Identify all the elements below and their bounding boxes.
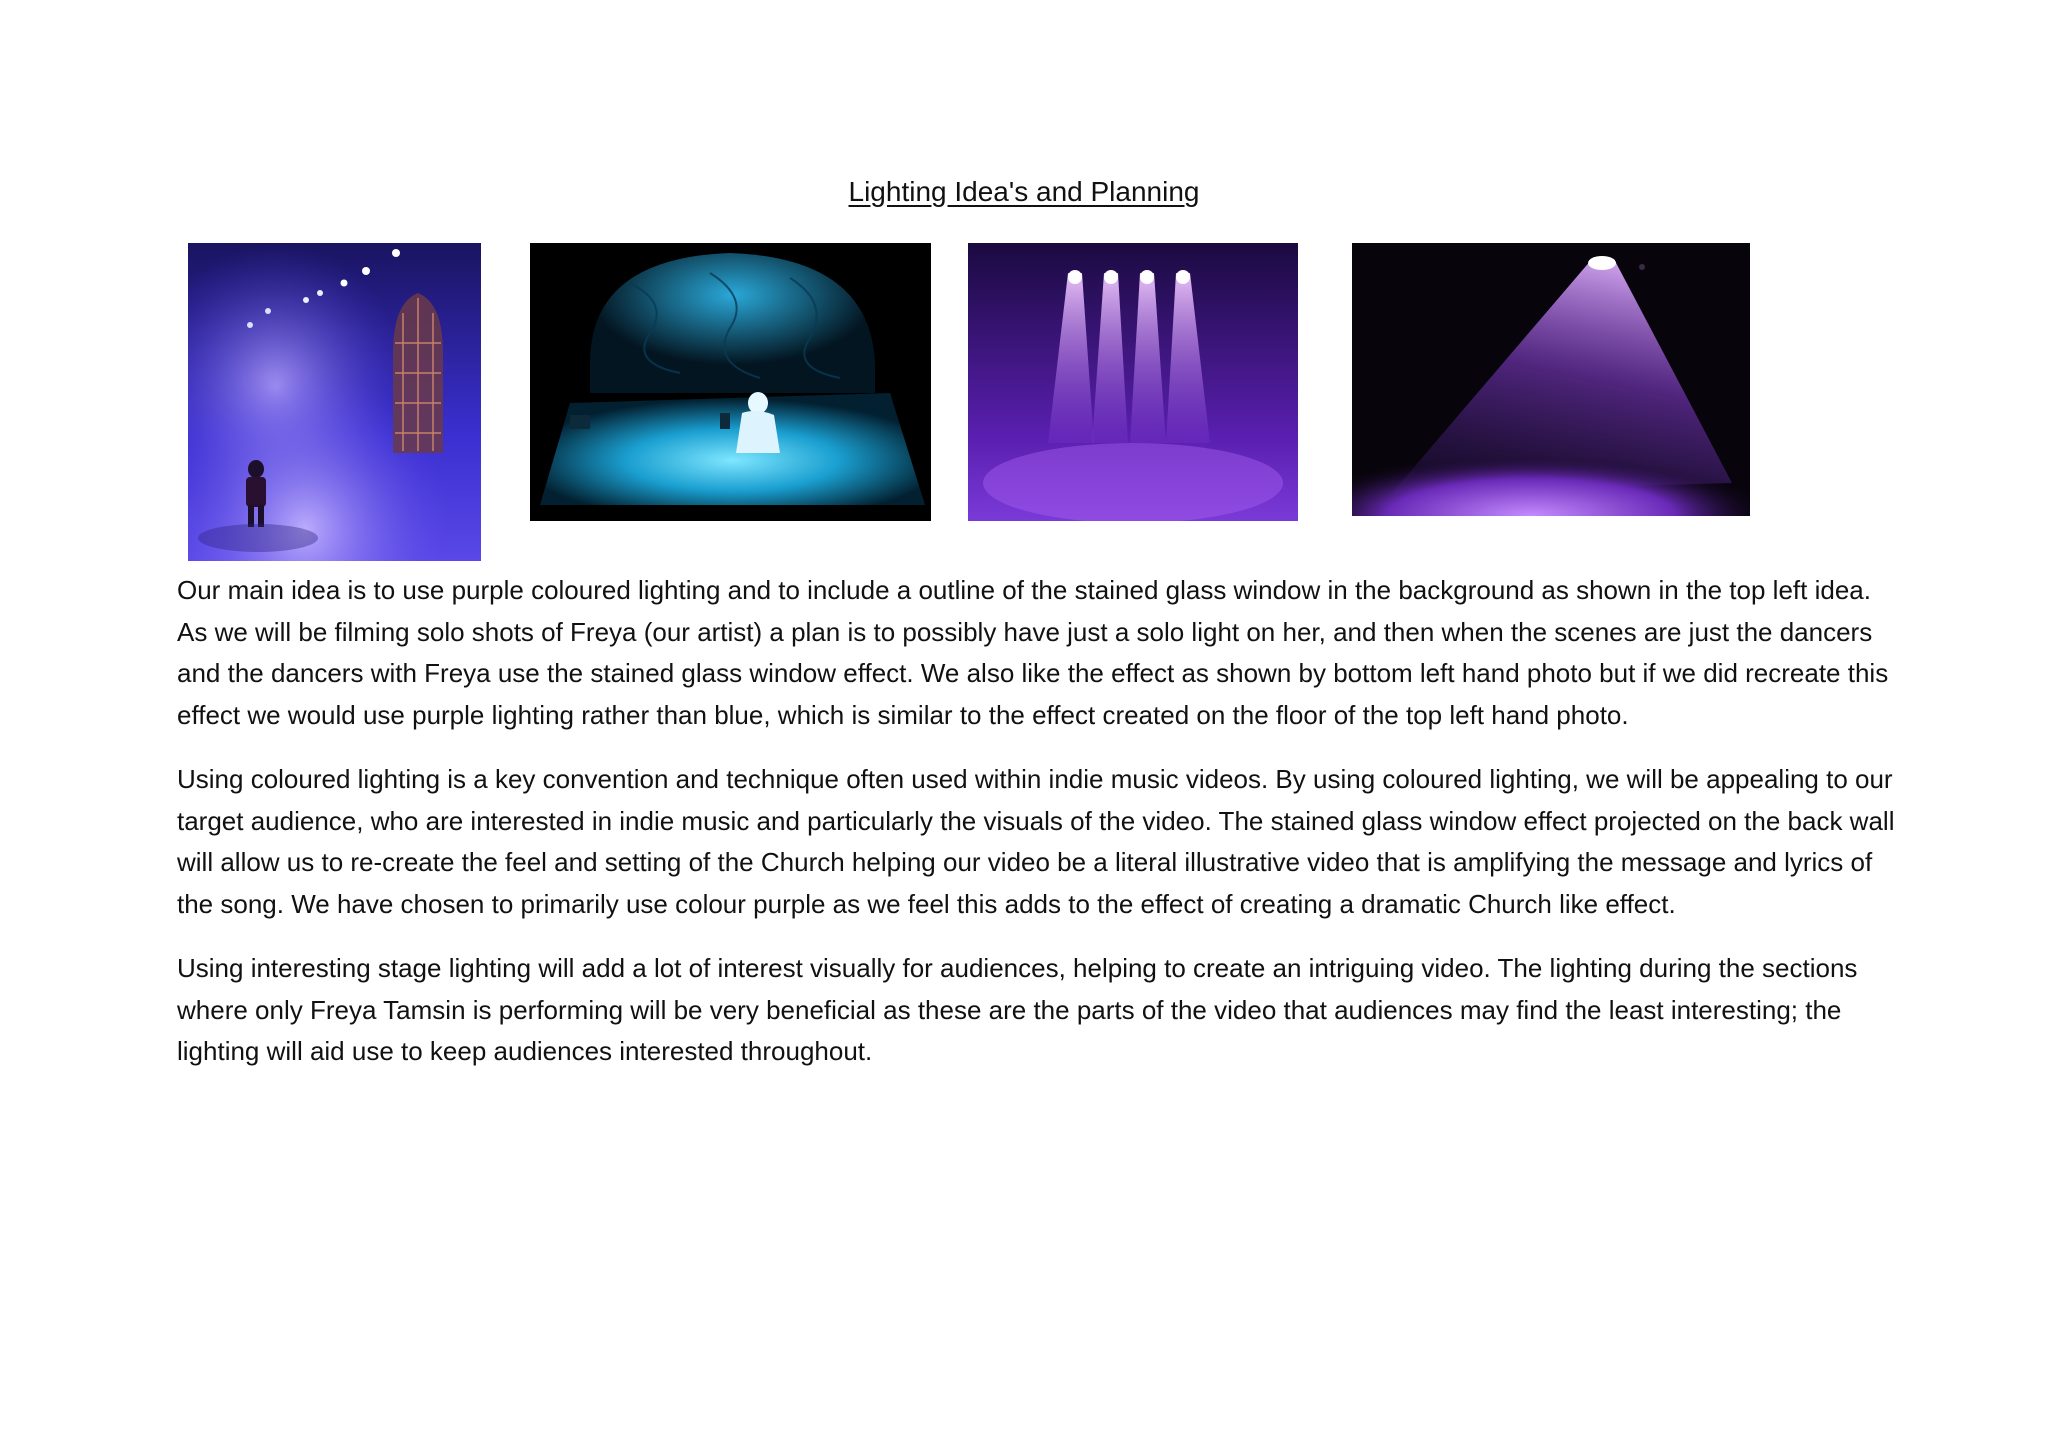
paragraph-coloured-lighting: Using coloured lighting is a key convention and technique often used within indie music videos. By using coloured lighting, we will be appealing to our target audience, who are interested in indie music and particularly the visuals of the video. The stained glass window effect projected on the back wall will allow us to re-create the feel and setting of the Church helping our video be a literal illustrative video that is amplifying the message and lyrics of the song. We have chosen to primarily use colour purple as we feel this adds to the effect of creating a dramatic Church like effect. xyxy=(177,764,1895,919)
blue-stage-set-photo xyxy=(530,243,931,521)
body-text xyxy=(177,570,1897,1096)
paragraph-lighting-idea: Our main idea is to use purple coloured lighting and to include a outline of the stained glass window in the background as shown in the top left idea. As we will be filming solo shots of Freya (our artist) a plan is to possibly have just a solo light on her, and then when the scenes are just the dancers and the dancers with Freya use the stained glass window effect. We also like the effect as shown by bottom left hand photo but if we did recreate this effect we would use purple lighting rather than blue, which is similar to the effect created on the floor of the top left hand photo. xyxy=(177,575,1889,730)
page-title: Lighting Idea's and Planning xyxy=(848,176,1200,207)
paragraph-stage-lighting-interest: Using interesting stage lighting will add a lot of interest visually for audiences, helping to create an intriguing video. The lighting during the sections where only Freya Tamsin is performing will be very beneficial as these are the parts of the video that audiences may find the least interesting; the lighting will aid use to keep audiences interested throughout. xyxy=(177,953,1858,1066)
four-purple-spotlights-photo xyxy=(968,243,1298,521)
church-stage-purple-lights-photo xyxy=(188,243,481,561)
single-purple-spotlight-photo xyxy=(1352,243,1750,516)
